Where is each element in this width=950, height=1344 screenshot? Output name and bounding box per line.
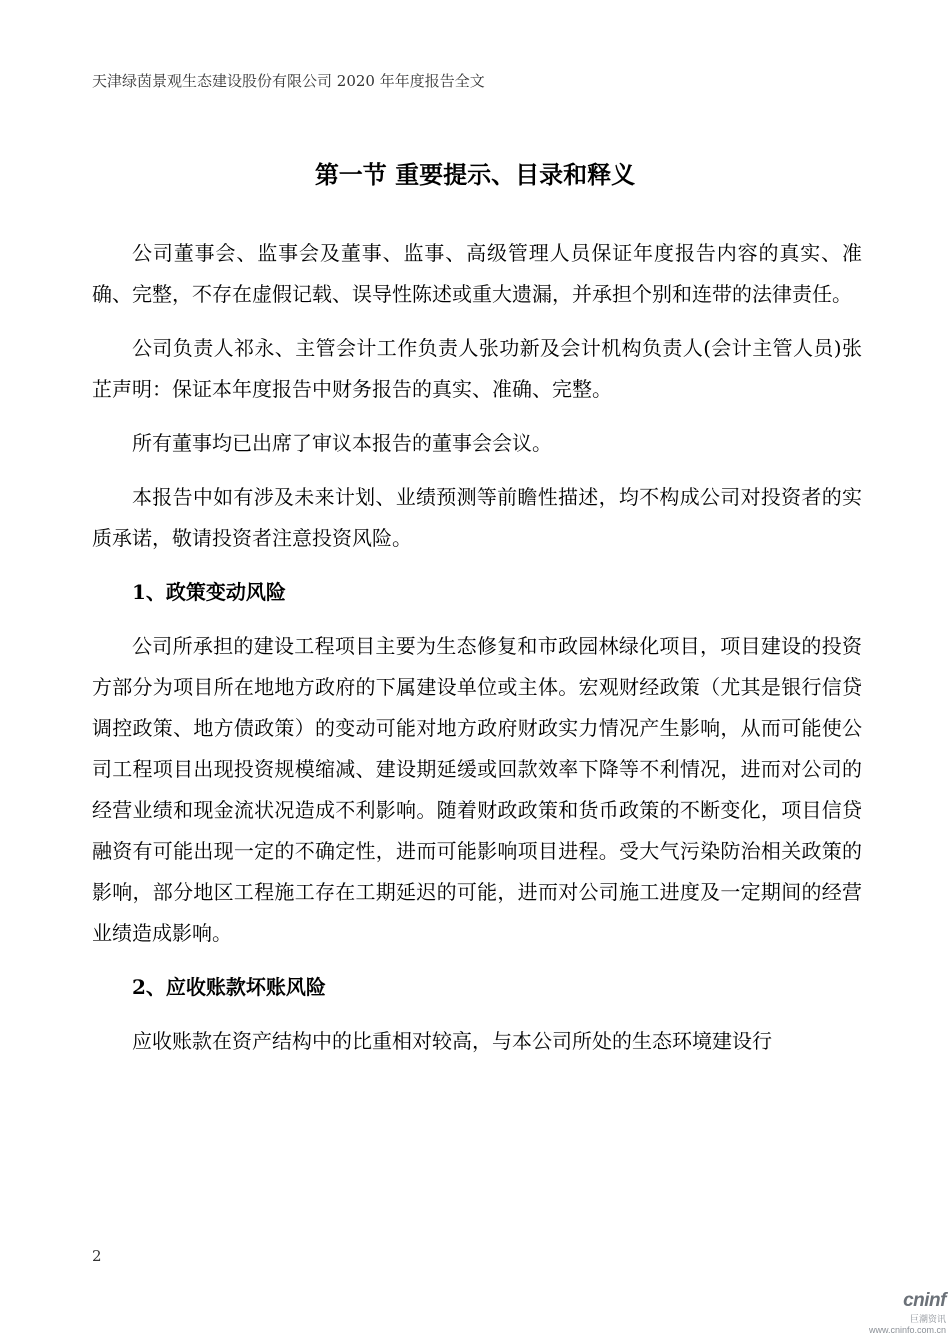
document-body (92, 233, 862, 1075)
cninfo-watermark (846, 1290, 946, 1335)
cninfo-logo-subtitle: 巨潮资讯 (909, 1314, 946, 1324)
paragraph-financial-statement-declaration: 公司负责人祁永、主管会计工作负责人张功新及会计机构负责人(会计主管人员)张芷声明：保证本年度报告中财务报告的真实、准确、完整。 (92, 336, 862, 401)
section-title: 第一节 重要提示、目录和释义 (314, 160, 636, 189)
heading-policy-risk: 1、政策变动风险 (132, 580, 286, 604)
paragraph-receivables-risk: 应收账款在资产结构中的比重相对较高，与本公司所处的生态环境建设行 (132, 1029, 772, 1053)
paragraph-policy-risk: 公司所承担的建设工程项目主要为生态修复和市政园林绿化项目，项目建设的投资方部分为项目所在地地方政府的下属建设单位或主体。宏观财经政策（尤其是银行信贷调控政策、地方债政策）的变动可能对地方政府财政实力情况产生影响，从而可能使公司工程项目出现投资规模缩减、建设期延缓或回款效率下降等不利情况，进而对公司的经营业绩和现金流状况造成不利影响。随着财政政策和货币政策的不断变化，项目信贷融资有可能出现一定的不确定性，进而可能影响项目进程。受大气污染防治相关政策的影响，部分地区工程施工存在工期延迟的可能，进而对公司施工进度及一定期间的经营业绩造成影响。 (92, 634, 862, 945)
page-number: 2 (92, 1247, 102, 1265)
cninfo-logo: cninf (903, 1290, 946, 1311)
cninfo-url: www.cninfo.com.cn (868, 1325, 946, 1335)
paragraph-responsibility-statement: 公司董事会、监事会及董事、监事、高级管理人员保证年度报告内容的真实、准确、完整，不存在虚假记载、误导性陈述或重大遗漏，并承担个别和连带的法律责任。 (92, 241, 862, 306)
paragraph-board-attendance: 所有董事均已出席了审议本报告的董事会会议。 (132, 431, 552, 455)
paragraph-forward-looking-disclaimer: 本报告中如有涉及未来计划、业绩预测等前瞻性描述，均不构成公司对投资者的实质承诺，敬请投资者注意投资风险。 (92, 485, 862, 550)
running-header: 天津绿茵景观生态建设股份有限公司 2020 年年度报告全文 (92, 72, 485, 90)
heading-receivables-risk: 2、应收账款坏账风险 (132, 975, 326, 999)
